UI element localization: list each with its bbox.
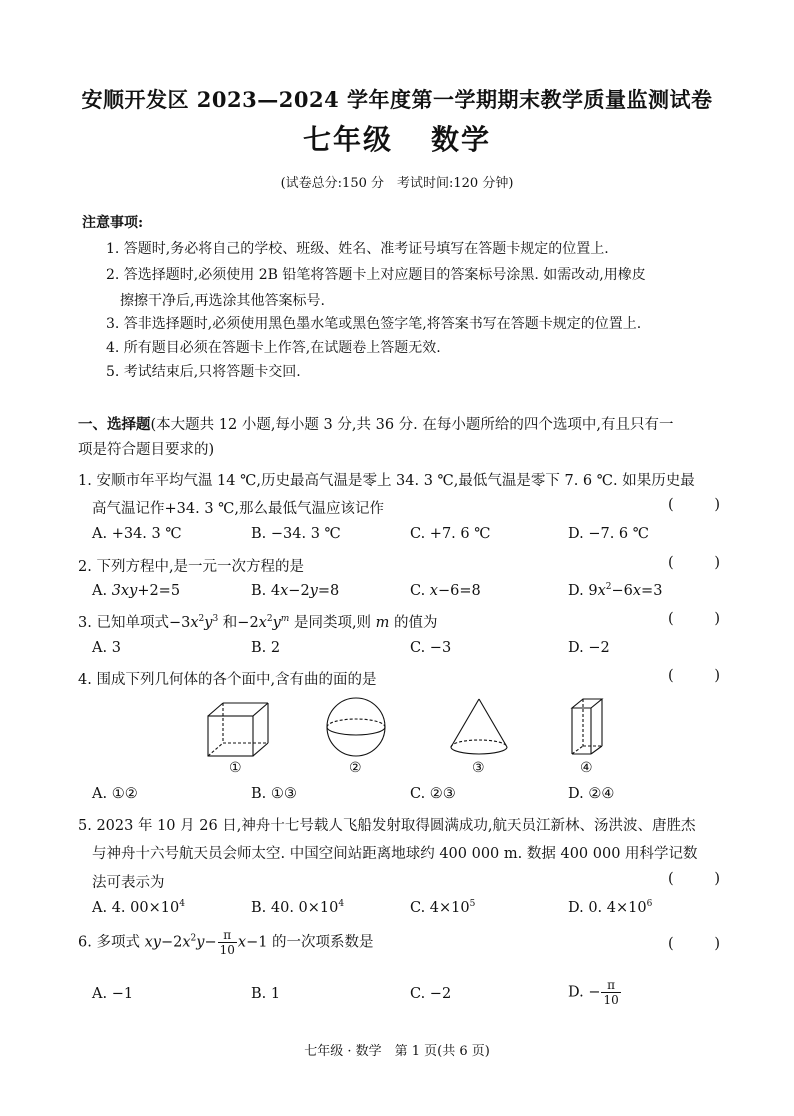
q5-option-b: B. 40. $0\times 10^4$ xyxy=(251,899,345,916)
subject-label: 数学 xyxy=(431,123,492,156)
prism-figure xyxy=(569,696,605,758)
grade-label: 七年级 xyxy=(302,123,393,156)
figure-label-3: ③ xyxy=(472,760,485,776)
q1-option-d: D. −7. 6 ℃ xyxy=(568,526,649,542)
answer-paren: ( ) xyxy=(668,936,720,952)
exam-title: 安顺开发区 2023—2024 学年度第一学期期末教学质量监测试卷 xyxy=(81,87,713,112)
note-item: 4. 所有题目必须在答题卡上作答,在试题卷上答题无效. xyxy=(106,340,441,356)
question-1-stem-cont: 高气温记作+34. 3 ℃,那么最低气温应该记作 xyxy=(92,501,384,517)
note-item: 5. 考试结束后,只将答题卡交回. xyxy=(106,364,301,380)
q5-option-d: D. 0. $4\times 10^6$ xyxy=(568,899,653,916)
question-2-stem: 2. 下列方程中,是一元一次方程的是 xyxy=(78,559,305,575)
question-4-stem: 4. 围成下列几何体的各个面中,含有曲的面的是 xyxy=(78,672,377,688)
q6-option-a: A. −1 xyxy=(92,986,134,1002)
note-item: 2. 答选择题时,必须使用 2B 铅笔将答题卡上对应题目的答案标号涂黑. 如需改动,用橡皮 xyxy=(106,267,646,283)
q2-option-a: A. 3xy+2=5 xyxy=(92,583,181,599)
q2-option-c: C. x−6=8 xyxy=(410,583,481,599)
q6-option-c: C. −2 xyxy=(410,986,452,1002)
q6-option-b: B. 1 xyxy=(251,986,281,1002)
note-item: 3. 答非选择题时,必须使用黑色墨水笔或黑色签字笔,将答案书写在答题卡规定的位置上. xyxy=(106,316,642,332)
answer-paren: ( ) xyxy=(668,668,720,684)
question-1-stem: 1. 安顺市年平均气温 14 ℃,历史最高气温是零上 34. 3 ℃,最低气温是零下 7. 6 ℃. 如果历史最 xyxy=(78,473,695,489)
q4-option-d: D. ②④ xyxy=(568,786,615,802)
sphere-figure xyxy=(325,696,387,758)
q4-option-b: B. ①③ xyxy=(251,786,297,802)
answer-paren: ( ) xyxy=(668,871,720,887)
q1-option-c: C. +7. 6 ℃ xyxy=(410,526,491,542)
figure-label-1: ① xyxy=(229,760,242,776)
answer-paren: ( ) xyxy=(668,555,720,571)
figure-label-2: ② xyxy=(349,760,362,776)
question-5-stem-cont: 法可表示为 xyxy=(92,875,165,891)
section-title: 一、选择题 xyxy=(78,416,151,433)
exam-info: (试卷总分:150 分 考试时间:120 分钟) xyxy=(280,176,514,191)
q2-option-b: B. 4x−2y=8 xyxy=(251,583,340,599)
q6-option-d: D. − $\frac{\pi}{10}$ xyxy=(568,978,619,1007)
grade-subject-title xyxy=(0,118,794,158)
section-desc-cont: 项是符合题目要求的) xyxy=(78,442,215,458)
figure-label-4: ④ xyxy=(580,760,593,776)
section-desc: (本大题共 12 小题,每小题 3 分,共 36 分. 在每小题所给的四个选项中,有且只有一 xyxy=(150,417,674,433)
answer-paren: ( ) xyxy=(668,497,720,513)
q3-option-a: A. 3 xyxy=(92,640,121,656)
cone-figure xyxy=(448,696,510,758)
q5-option-c: C. $4\times 10^5$ xyxy=(410,899,476,916)
q3-option-d: D. −2 xyxy=(568,640,610,656)
q5-option-a: A. 4. $00\times 10^4$ xyxy=(92,899,185,916)
pi-over-10-fraction: $\frac{\pi}{10}$ xyxy=(219,928,235,957)
q2-option-d: D. $9x^2-6x=3$ xyxy=(568,582,663,599)
section-heading xyxy=(78,413,673,434)
notes-heading: 注意事项: xyxy=(82,215,144,231)
question-6-stem: 6. 多项式 $xy-2x^2y-$ $\frac{\pi}{10}$ x−1 的一次项系数是 xyxy=(78,928,374,957)
answer-paren: ( ) xyxy=(668,611,720,627)
q4-option-a: A. ①② xyxy=(92,786,138,802)
q1-option-b: B. −34. 3 ℃ xyxy=(251,526,341,542)
question-5-stem-cont: 与神舟十六号航天员会师太空. 中国空间站距离地球约 400 000 m. 数据 400 000 用科学记数 xyxy=(92,846,698,862)
q1-option-a: A. +34. 3 ℃ xyxy=(92,526,182,542)
q4-option-c: C. ②③ xyxy=(410,786,456,802)
pi-over-10-fraction: $\frac{\pi}{10}$ xyxy=(603,978,619,1007)
question-5-stem: 5. 2023 年 10 月 26 日,神舟十七号载人飞船发射取得圆满成功,航天员江新林、汤洪波、唐胜杰 xyxy=(78,818,696,834)
page-footer: 七年级 · 数学 第 1 页(共 6 页) xyxy=(304,1044,490,1059)
note-item-continued: 擦擦干净后,再选涂其他答案标号. xyxy=(120,293,325,309)
q3-option-c: C. −3 xyxy=(410,640,452,656)
note-item: 1. 答题时,务必将自己的学校、班级、姓名、准考证号填写在答题卡规定的位置上. xyxy=(106,241,609,257)
cube-figure xyxy=(205,700,271,758)
q3-option-b: B. 2 xyxy=(251,640,281,656)
question-3-stem: 3. 已知单项式$-3x^2y^3$ 和$-2x^2y^m$ 是同类项,则 m 的值为 xyxy=(78,614,438,631)
